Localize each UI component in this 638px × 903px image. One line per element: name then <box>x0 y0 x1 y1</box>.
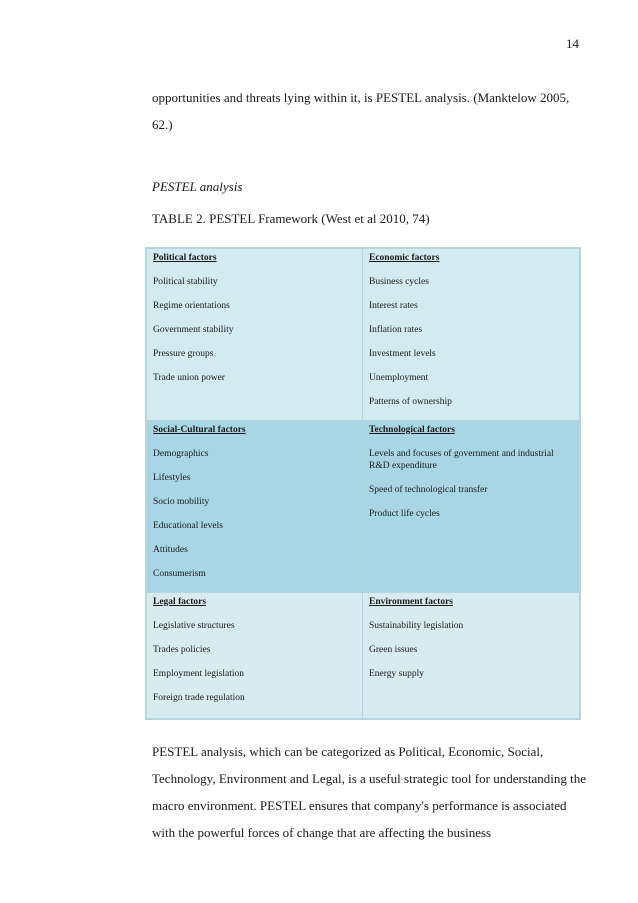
cell-item: Interest rates <box>369 301 418 311</box>
cell-item: Energy supply <box>369 669 424 679</box>
technological-factors-cell <box>363 421 580 593</box>
cell-item: Consumerism <box>153 569 206 579</box>
cell-item: Socio mobility <box>153 497 210 507</box>
cell-item: Speed of technological transfer <box>369 485 488 495</box>
cell-title: Technological factors <box>369 425 455 435</box>
cell-title: Political factors <box>153 253 217 263</box>
political-factors-cell <box>147 249 363 421</box>
cell-title: Social-Cultural factors <box>153 425 246 435</box>
table-caption: TABLE 2. PESTEL Framework (West et al 2010, 74) <box>152 211 430 226</box>
cell-item: Product life cycles <box>369 509 440 519</box>
cell-item: Business cycles <box>369 277 429 287</box>
cell-title: Legal factors <box>153 597 207 607</box>
table-row <box>147 593 580 719</box>
cell-item: Employment legislation <box>153 669 245 679</box>
cell-item: Trades policies <box>153 645 211 655</box>
cell-title: Economic factors <box>369 253 440 263</box>
cell-item: Demographics <box>153 449 209 459</box>
legal-factors-cell <box>147 593 363 719</box>
cell-item: Government stability <box>153 325 234 335</box>
cell-item: Green issues <box>369 645 418 655</box>
cell-item: Attitudes <box>153 545 188 555</box>
cell-item: Educational levels <box>153 521 223 531</box>
economic-factors-cell <box>363 249 580 421</box>
table-row <box>147 421 580 593</box>
closing-paragraph: PESTEL analysis, which can be categorized as Political, Economic, Social, Technology, Environment and Legal, is a useful strategic tool for understanding the macro environment. PESTEL ensures that company's performance is associated with the powerful forces of change that are affecting the business <box>152 744 586 840</box>
cell-item: Legislative structures <box>153 621 235 631</box>
cell-item: Lifestyles <box>153 473 191 483</box>
social-cultural-factors-cell <box>147 421 363 593</box>
cell-item: Inflation rates <box>369 325 423 335</box>
cell-item: Political stability <box>153 277 218 287</box>
cell-item: Foreign trade regulation <box>153 693 245 703</box>
page-number: 14 <box>566 36 579 51</box>
intro-paragraph: opportunities and threats lying within it, is PESTEL analysis. (Manktelow 2005, 62.) <box>152 90 570 132</box>
environment-factors-cell <box>363 593 580 719</box>
cell-item: Pressure groups <box>153 349 214 359</box>
cell-item: Unemployment <box>369 373 429 383</box>
cell-item: Trade union power <box>153 373 225 383</box>
pestel-table <box>146 248 580 719</box>
cell-item: Levels and focuses of government and industrial R&D expenditure <box>369 449 554 471</box>
cell-item: Patterns of ownership <box>369 397 452 407</box>
cell-item: Sustainability legislation <box>369 621 464 631</box>
cell-title: Environment factors <box>369 597 453 607</box>
table-row <box>147 249 580 421</box>
cell-item: Regime orientations <box>153 301 230 311</box>
section-heading: PESTEL analysis <box>152 179 243 194</box>
cell-item: Investment levels <box>369 349 436 359</box>
